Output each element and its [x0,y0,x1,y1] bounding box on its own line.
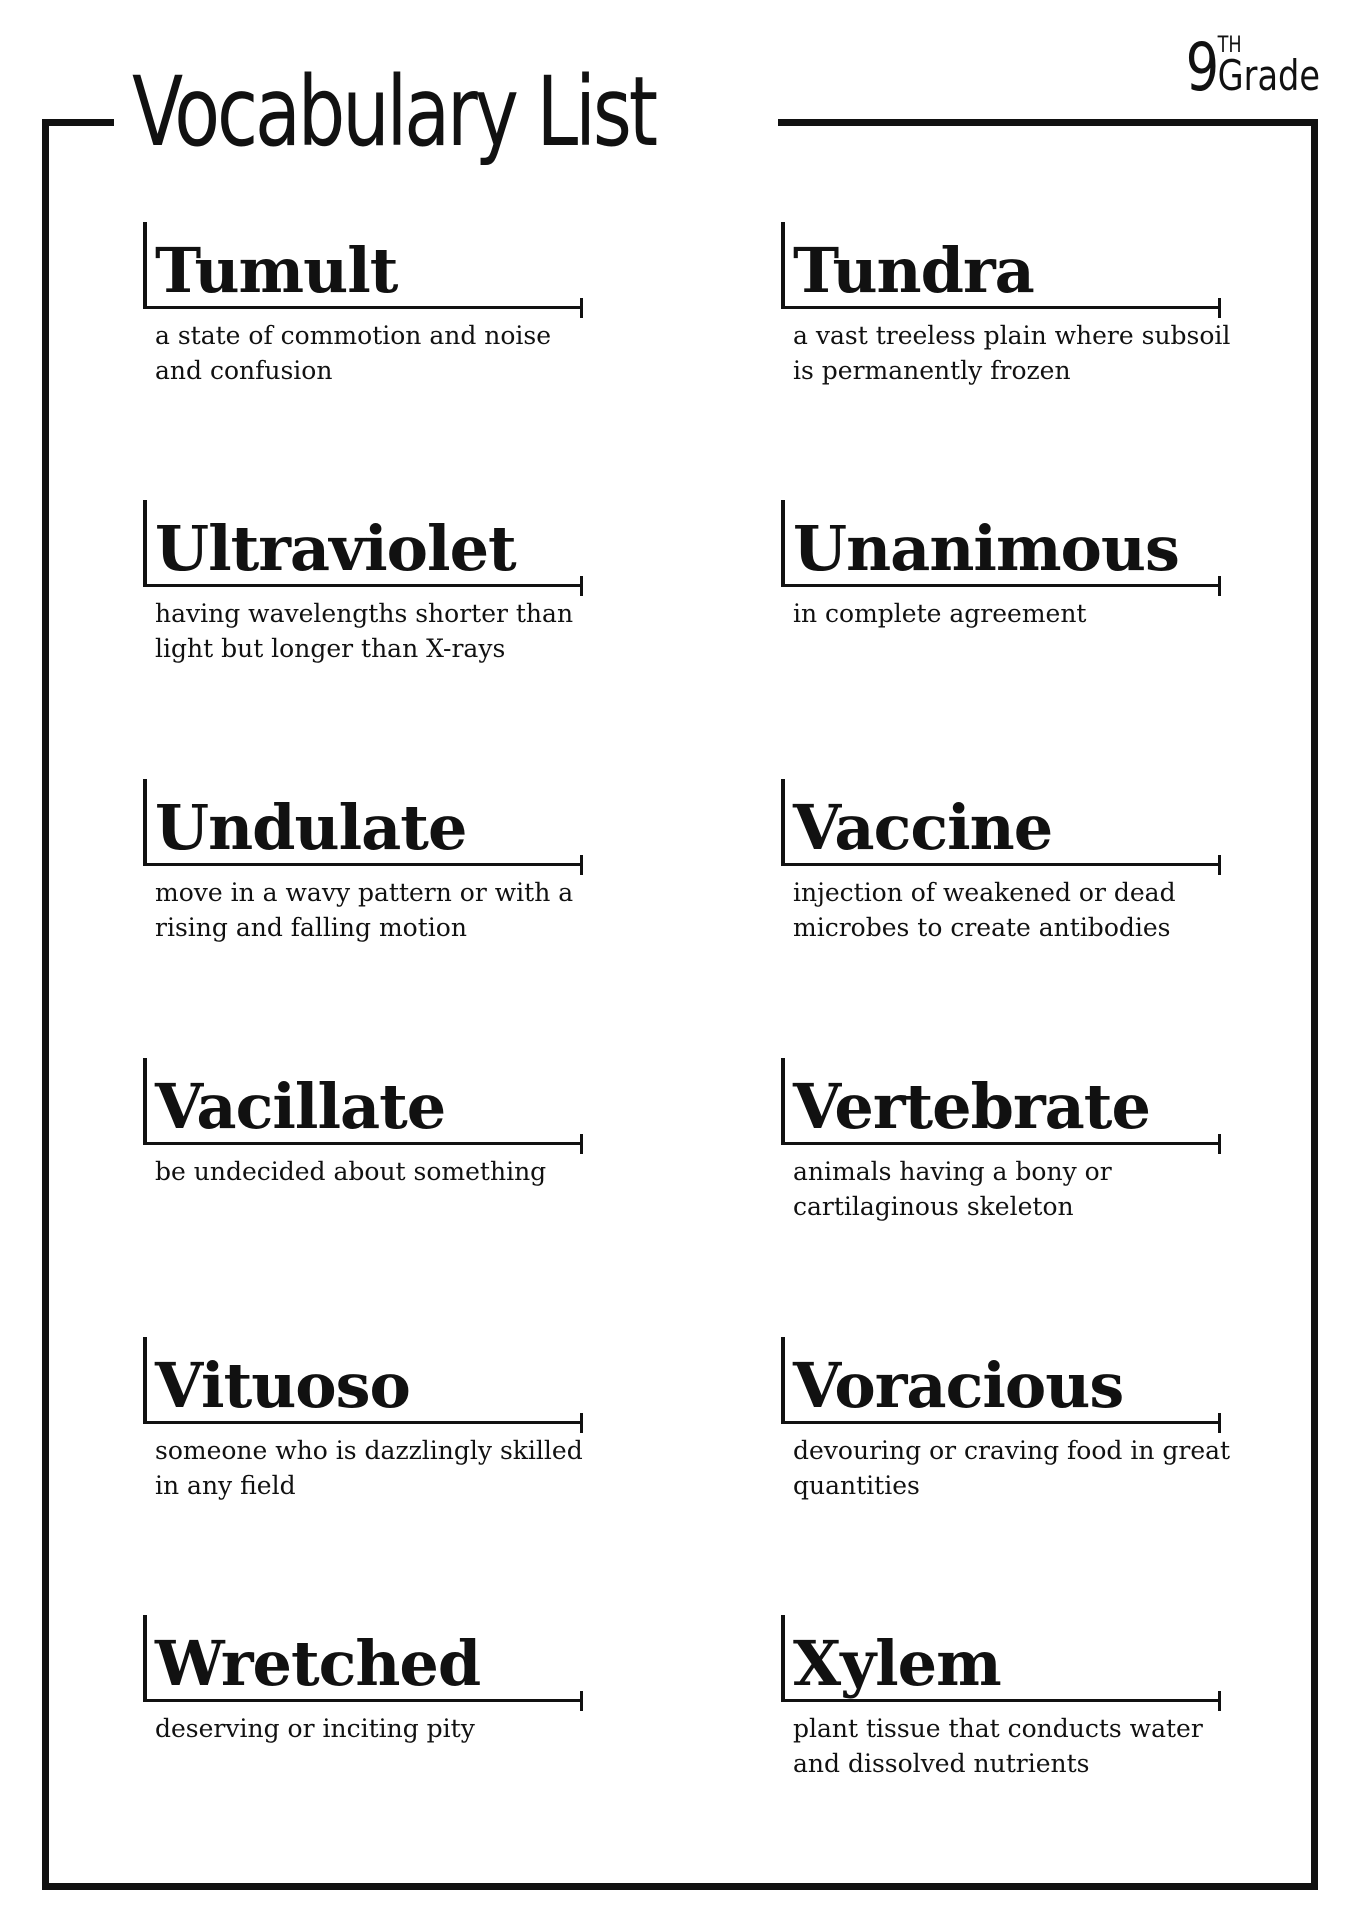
bracket-tick [580,855,583,875]
vocab-definition: be undecided about something [155,1157,547,1186]
vocab-definition: someone who is dazzlingly skilled in any field [155,1436,583,1500]
bracket-tick [580,1691,583,1711]
vocab-definition: deserving or inciting pity [155,1714,475,1743]
vocab-word: Vacillate [155,1070,446,1143]
bracket-tick [580,1413,583,1433]
grade-number: 9 [1185,29,1220,106]
bracket-vertical [143,779,147,866]
vocab-word: Voracious [793,1349,1124,1422]
vocab-entry [143,222,603,422]
bracket-tick [1218,855,1221,875]
vocab-word: Vaccine [793,791,1053,864]
bracket-vertical [781,222,785,309]
vocab-entry [143,1337,603,1537]
bracket-vertical [781,500,785,587]
vocab-definition: having wavelengths shorter than light but longer than X-rays [155,599,574,663]
bracket-vertical [143,1337,147,1424]
bracket-tick [580,1134,583,1154]
grade-label [1186,28,1320,108]
vocab-entry [781,222,1241,422]
vocab-entry [143,1615,603,1815]
vocab-definition: injection of weakened or dead microbes to create antibodies [793,878,1176,942]
vocab-definition: move in a wavy pattern or with a rising and falling motion [155,878,574,942]
vocab-definition: a state of commotion and noise and confusion [155,321,552,385]
bracket-vertical [781,1337,785,1424]
frame-top-left-line [42,119,114,126]
vocab-definition: a vast treeless plain where subsoil is permanently frozen [793,321,1231,385]
grade-word: Grade [1217,51,1320,100]
vocab-entry [781,1615,1241,1815]
page-title: Vocabulary List [132,56,655,168]
bracket-tick [1218,1691,1221,1711]
grade-suffix: TH [1217,33,1242,58]
vocab-entry [781,1337,1241,1537]
vocab-entry [781,779,1241,979]
vocab-word: Tundra [793,234,1034,307]
vocab-entry [781,1058,1241,1258]
vocab-definition: devouring or craving food in great quantities [793,1436,1231,1500]
vocab-word: Vituoso [155,1349,410,1422]
frame-top-right-line [778,119,1318,126]
bracket-tick [580,298,583,318]
bracket-vertical [143,1058,147,1145]
vocab-word: Tumult [155,234,398,307]
vocab-word: Wretched [155,1627,481,1700]
bracket-tick [1218,1134,1221,1154]
vocab-word: Ultraviolet [155,512,516,585]
bracket-vertical [781,779,785,866]
vocab-entry [143,500,603,700]
bracket-vertical [781,1058,785,1145]
vocab-definition: animals having a bony or cartilaginous skeleton [793,1157,1112,1221]
bracket-vertical [143,222,147,309]
vocab-word: Undulate [155,791,467,864]
vocab-entry [781,500,1241,700]
vocab-entry [143,779,603,979]
bracket-tick [1218,1413,1221,1433]
bracket-tick [580,576,583,596]
bracket-vertical [781,1615,785,1702]
vocab-entry [143,1058,603,1258]
bracket-tick [1218,298,1221,318]
bracket-vertical [143,1615,147,1702]
bracket-tick [1218,576,1221,596]
vocab-definition: plant tissue that conducts water and dissolved nutrients [793,1714,1203,1778]
vocab-word: Unanimous [793,512,1179,585]
vocab-word: Vertebrate [793,1070,1150,1143]
bracket-vertical [143,500,147,587]
vocab-definition: in complete agreement [793,599,1087,628]
vocab-word: Xylem [793,1627,1001,1700]
